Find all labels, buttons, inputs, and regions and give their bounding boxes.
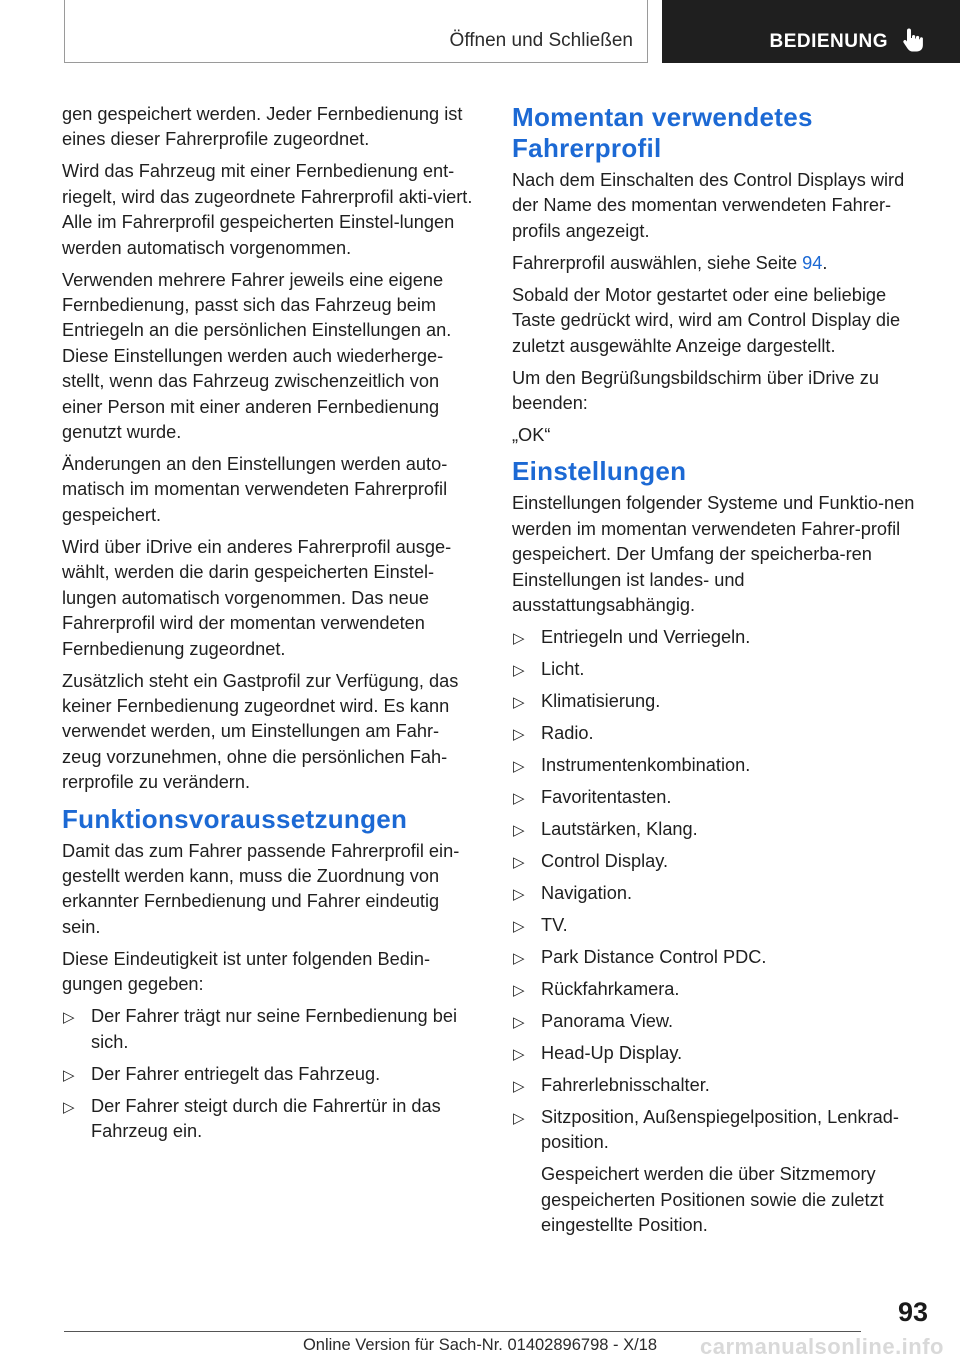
paragraph	[512, 251, 926, 276]
list-item	[512, 945, 926, 970]
triangle-bullet-icon: ▷	[513, 982, 525, 1000]
right-column	[512, 102, 926, 1245]
triangle-bullet-icon: ▷	[513, 1046, 525, 1064]
list-item-text: Entriegeln und Verriegeln.	[541, 627, 751, 648]
chapter-title: Öffnen und Schließen	[449, 30, 633, 51]
paragraph-text-end: .	[822, 252, 828, 273]
list-item-text: Der Fahrer entriegelt das Fahrzeug.	[91, 1063, 381, 1084]
list-item	[512, 785, 926, 810]
paragraph: Wird das Fahrzeug mit einer Fernbedienung ent‐riegelt, wird das zugeordnete Fahrerprofil akti‐viert. Alle im Fahrerprofil gespeicherten Einstel‐lungen werden automatisch vorgenommen.	[62, 161, 473, 258]
pointing-hand-icon	[902, 27, 924, 53]
list-item-text: Lautstärken, Klang.	[541, 819, 698, 840]
list-item	[512, 657, 926, 682]
list-item	[512, 689, 926, 714]
list-item	[512, 753, 926, 778]
list-item	[512, 721, 926, 746]
triangle-bullet-icon: ▷	[513, 854, 525, 872]
list-item-text: Head-Up Display.	[541, 1043, 683, 1064]
list-item	[512, 817, 926, 842]
list-item	[62, 1094, 478, 1145]
list-item-text: TV.	[541, 915, 568, 936]
list-item-text: Sitzposition, Außenspiegelposition, Lenkrad‐position.	[541, 1107, 899, 1153]
list-item-text: Panorama View.	[541, 1011, 674, 1032]
list-item-text: Navigation.	[541, 883, 632, 904]
paragraph-text: Fahrerprofil auswählen, siehe Seite	[512, 252, 803, 273]
list-item	[512, 1105, 926, 1239]
page-reference-link[interactable]: 94	[802, 252, 823, 273]
paragraph: Einstellungen folgender Systeme und Funktio‐nen werden im momentan verwendeten Fahrer‐profil gespeichert. Der Umfang der speicherba‐ren Einstellungen ist landes- und ausstattungsabhängig.	[512, 493, 915, 616]
list-item-text: Instrumentenkombination.	[541, 755, 751, 776]
list-item-text: Fahrerlebnisschalter.	[541, 1075, 710, 1096]
paragraph: Diese Eindeutigkeit ist unter folgenden Bedin‐gungen gegeben:	[62, 948, 431, 995]
list-item	[512, 1073, 926, 1098]
list-item	[512, 1041, 926, 1066]
triangle-bullet-icon: ▷	[513, 726, 525, 744]
watermark: carmanualsonline.info	[700, 1334, 944, 1359]
list-item-text: Der Fahrer steigt durch die Fahrertür in das Fahrzeug ein.	[91, 1095, 441, 1141]
section-heading-fahrerprofil: Momentan verwendetes Fahrerprofil	[512, 102, 813, 163]
triangle-bullet-icon: ▷	[63, 1066, 75, 1084]
chapter-header	[64, 0, 648, 63]
triangle-bullet-icon: ▷	[513, 918, 525, 936]
conditions-list	[62, 1004, 478, 1144]
list-item	[62, 1062, 478, 1087]
paragraph: Änderungen an den Einstellungen werden auto‐matisch im momentan verwendeten Fahrerprofil gespeichert.	[62, 454, 448, 525]
section-header	[662, 0, 960, 63]
list-item	[512, 881, 926, 906]
paragraph: Verwenden mehrere Fahrer jeweils eine eigene Fernbedienung, passt sich das Fahrzeug beim Entriegeln an die persönlichen Einstellungen an. Diese Einstellungen werden auch wiederherge‐stellt, wenn das Fahrzeug zwischenzeitlich von einer Person mit einer anderen Fernbedienung genutzt wurde.	[62, 269, 452, 443]
settings-list	[512, 625, 926, 1239]
section-heading-funktionsvoraussetzungen: Funktionsvoraussetzungen	[62, 803, 408, 834]
list-item	[512, 849, 926, 874]
paragraph: Damit das zum Fahrer passende Fahrerprofil ein‐gestellt werden kann, muss die Zuordnung von erkannter Fernbedienung und Fahrer eindeutig sein.	[62, 840, 460, 937]
paragraph: Um den Begrüßungsbildschirm über iDrive zu beenden:	[512, 367, 879, 414]
triangle-bullet-icon: ▷	[63, 1098, 75, 1116]
triangle-bullet-icon: ▷	[513, 1014, 525, 1032]
triangle-bullet-icon: ▷	[513, 1110, 525, 1128]
list-item-text: Park Distance Control PDC.	[541, 947, 767, 968]
paragraph: Nach dem Einschalten des Control Displays wird der Name des momentan verwendeten Fahrer‐profils angezeigt.	[512, 170, 905, 241]
page-number: 93	[897, 1297, 928, 1327]
section-title: BEDIENUNG	[769, 31, 888, 52]
list-item-text: Radio.	[541, 723, 594, 744]
triangle-bullet-icon: ▷	[513, 630, 525, 648]
list-item-text: Klimatisierung.	[541, 691, 661, 712]
section-heading-einstellungen: Einstellungen	[512, 456, 687, 487]
footer-text: Online Version für Sach-Nr. 01402896798 - X/18	[302, 1336, 658, 1354]
list-item-text: Control Display.	[541, 851, 669, 872]
triangle-bullet-icon: ▷	[513, 790, 525, 808]
triangle-bullet-icon: ▷	[513, 950, 525, 968]
list-item	[512, 1009, 926, 1034]
paragraph: Sobald der Motor gestartet oder eine beliebige Taste gedrückt wird, wird am Control Display die zuletzt ausgewählte Anzeige dargestellt.	[512, 284, 901, 356]
list-item	[512, 913, 926, 938]
triangle-bullet-icon: ▷	[63, 1009, 75, 1027]
footer-divider	[64, 1331, 861, 1332]
list-item	[62, 1004, 478, 1055]
triangle-bullet-icon: ▷	[513, 886, 525, 904]
list-item-text: Der Fahrer trägt nur seine Fernbedienung bei sich.	[91, 1006, 457, 1052]
triangle-bullet-icon: ▷	[513, 822, 525, 840]
list-item-note: Gespeichert werden die über Sitzmemory gespeicherten Positionen sowie die zuletzt eingestellte Position.	[541, 1164, 884, 1236]
list-item-text: Rückfahrkamera.	[541, 979, 680, 1000]
paragraph: Zusätzlich steht ein Gastprofil zur Verfügung, das keiner Fernbedienung zugeordnet wird. Es kann verwendet werden, um Einstellungen am Fahr‐zeug vorzunehmen, ohne die persönlichen Fah‐rerprofile zu verändern.	[62, 670, 459, 793]
triangle-bullet-icon: ▷	[513, 1078, 525, 1096]
paragraph: „OK“	[512, 425, 551, 446]
list-item	[512, 625, 926, 650]
triangle-bullet-icon: ▷	[513, 662, 525, 680]
triangle-bullet-icon: ▷	[513, 758, 525, 776]
list-item-text: Licht.	[541, 659, 585, 680]
triangle-bullet-icon: ▷	[513, 694, 525, 712]
list-item-text: Favoritentasten.	[541, 787, 672, 808]
paragraph: Wird über iDrive ein anderes Fahrerprofil ausge‐wählt, werden die darin gespeicherten Einstel‐lungen automatisch vorgenommen. Das neue Fahrerprofil wird der momentan verwendeten Fernbedienung zugeordnet.	[62, 536, 452, 659]
paragraph: gen gespeichert werden. Jeder Fernbedienung ist eines dieser Fahrerprofile zugeordnet.	[62, 104, 463, 150]
list-item	[512, 977, 926, 1002]
left-column	[62, 102, 478, 1151]
